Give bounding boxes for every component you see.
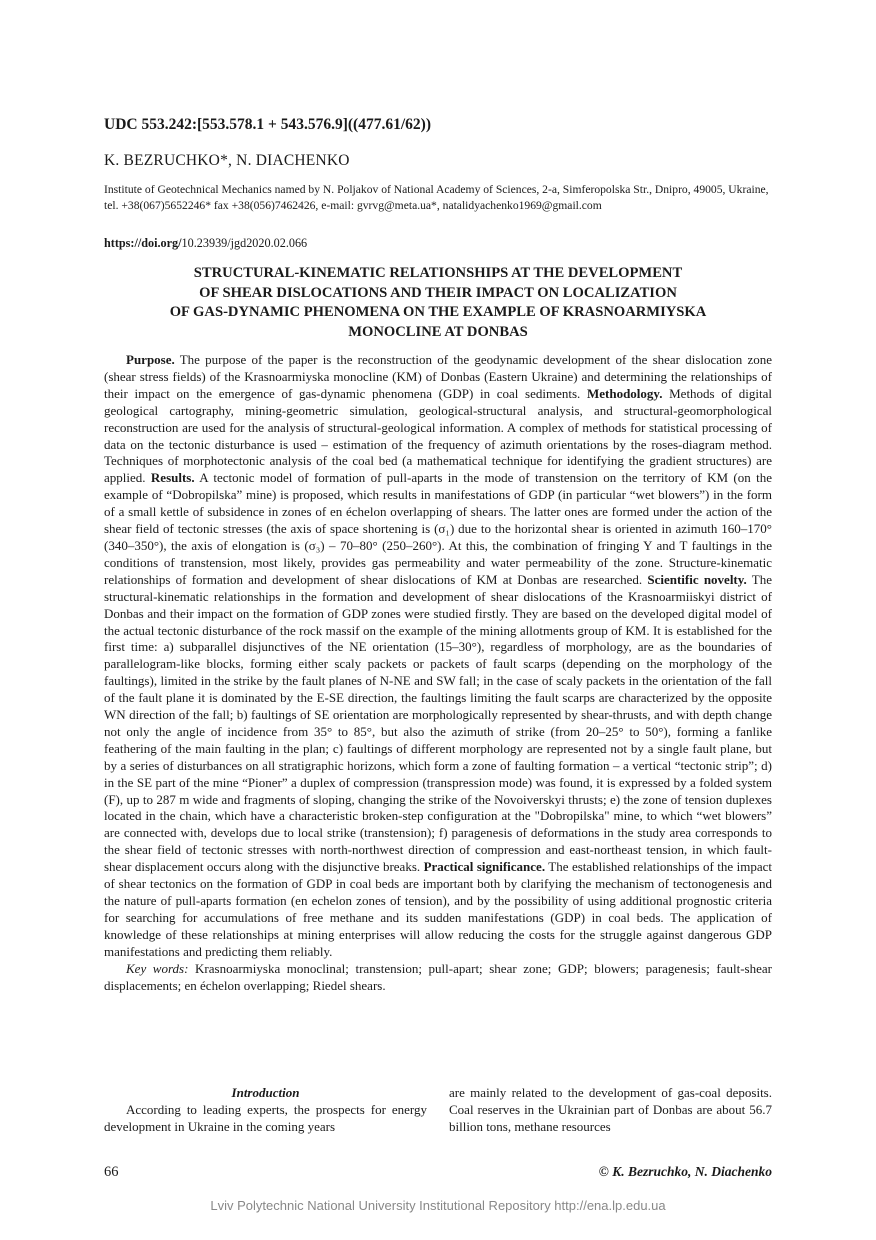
practical-label: Practical significance.	[423, 859, 546, 875]
authors: K. BEZRUCHKO*, N. DIACHENKO	[104, 152, 350, 169]
keywords-label: Key words:	[126, 960, 189, 976]
results-label: Results.	[150, 470, 195, 486]
abstract	[104, 352, 772, 994]
abstract-paragraph	[104, 352, 772, 961]
keywords	[104, 961, 772, 995]
column-right	[449, 1084, 772, 1135]
purpose-text: The purpose of the paper is the reconstruction of the geodynamic development of the shear dislocation zone (shear stress fields) of the Krasnoarmiyska monocline (KM) of Donbas (Eastern Ukraine) and determining the relationships of their impact on the emergence of gas-dynamic phenomena (GDP) in coal sediments.	[104, 352, 772, 401]
methodology-label: Methodology.	[586, 385, 663, 401]
column-left	[104, 1084, 427, 1135]
title-line-4: MONOCLINE AT DONBAS	[348, 323, 528, 340]
methodology-text: Methods of digital geological cartography, mining-geometric simulation, geological-structural analysis, and structural-geomorphological reconstruction are used for the analysis of structural-geological information. A complex of methods for statistical processing of data on the tectonic disturbance is used – estimation of the frequency of azimuth orientations by the roses-diagram method. Techniques of morphotectonic analysis of the coal bed (a mathematical technique for identifying the gradient structures) are applied.	[104, 385, 772, 486]
affiliation: Institute of Geotechnical Mechanics named by N. Poljakov of National Academy of Sciences, 2-a, Simferopolska Str., Dnipro, 49005, Ukraine, tel. +38(067)5652246* fax +38(056)7462426, e-mail: gvrvg@meta.ua*, natalidyachenko1969@gmail.com	[104, 183, 769, 212]
title-line-2: OF SHEAR DISLOCATIONS AND THEIR IMPACT ON LOCALIZATION	[199, 284, 677, 301]
repository-watermark[interactable]: Lviv Polytechnic National University Institutional Repository http://ena.lp.edu.ua	[210, 1198, 666, 1213]
title-line-1: STRUCTURAL-KINEMATIC RELATIONSHIPS AT THE DEVELOPMENT	[193, 265, 683, 281]
copyright: © K. Bezruchko, N. Diachenko	[598, 1164, 772, 1179]
results-text: A tectonic model of formation of pull-aparts in the mode of transtension on the territory of KM (on the example of “Dobropilska” mine) is proposed, which results in manifestations of GDP (in particular “wet blowers”) in the form of a small kettle of subsidence in zones of en échelon overlapping of shears. The latter ones are formed under the action of the shear field of tectonic stresses (the axis of space shortening is (σ₁) due to the horizontal shear is oriented in azimuth 160–170° (340–350°), the axis of elongation is (σ₃) – 70–80° (250–260°). At this, the combination of fringing Y and T faultings in the conditions of transtension, most likely, provides gas permeability and water permeability of the zone. Structure-kinematic relationships of formation and development of shear dislocations of KM at Donbas are researched.	[104, 470, 772, 587]
practical-text: The established relationships of the impact of shear tectonics on the formation of GDP in coal beds are important both by clarifying the mechanism of tectonogenesis and the nature of pull-aparts formation (en echelon zones of tension), and by the possibility of using additional prognostic criteria for searching for accumulations of free methane and its sudden manifestations (GDP) in coal beds. The application of knowledge of these relationships at mining enterprises will allow reducing the costs for the struggle against dangerous GDP manifestations and predicting them reliably.	[104, 859, 772, 959]
purpose-label: Purpose.	[126, 352, 175, 367]
doi-suffix: 10.23939/jgd2020.02.066	[181, 236, 308, 250]
title-line-3: OF GAS-DYNAMIC PHENOMENA ON THE EXAMPLE OF KRASNOARMIYSKA	[169, 304, 707, 320]
novelty-text: The structural-kinematic relationships in the formation and development of shear dislocations of the Krasnoarmiiskyi district of Donbas and their impact on the formation of GDP zones were studied firstly. They are based on the developed digital model of the actual tectonic disturbance of the rock massif on the example of the mining allotments group of KM. It is established for the first time: a) subparallel disjunctives of the NE orientation (15–30°), regardless of morphology, are as the boundaries of parallelogram-like blocks, forming either scaly packets or packets of fault scarps (depending on the morphology of the faultings), limited in the strike by the fault planes of N-NE and SW fall; in the case of scaly packets in the orientation of the fall of the fault plane it is dominated by the E-SE direction, the faultings limiting the fault scarps are characterized by the opposite WN direction of the fall; b) faultings of SE orientation are morphologically represented by shear-thrusts, and with depth change not only the angle of incidence from 35° to 85°, but also the azimuth of strike (from 20–25° to 50°), forming a fanlike feathering of the main faulting in the plan; c) faultings of different morphology are represented not by a single fault plane, but by a series of disturbances on all stratigraphic horizons, which form a zone of faulting formation – a vertical “tectonic strip”; d) in the SE part of the mine “Pioner” a duplex of compression (transpression mode) was found, it is expressed by a folded system (F), up to 287 m wide and fragments of sloping, changing the strike of the Novoiverskyi thrusts; e) the zone of tension duplexes located in the chain, which have a characteristic broken-step configuration at the "Dobropilska" mine, to which “wet blowers” are connected with, develops due to local strike (transtension); f) paragenesis of deformations in the study area corresponds to the shear field of tectonic stresses with north-northwest direction of compression and east-northeast tension, in which fault-shear displacement occurs along with the disjunctive breaks.	[104, 571, 772, 875]
page-number: 66	[104, 1164, 119, 1180]
doi-link[interactable]	[104, 236, 307, 251]
introduction-right-text: are mainly related to the development of gas-coal deposits. Coal reserves in the Ukrainian part of Donbas are about 56.7 billion tons, methane resources	[449, 1085, 772, 1134]
novelty-label: Scientific novelty.	[647, 571, 747, 587]
doi-prefix: https://doi.org/	[104, 236, 182, 250]
keywords-text: Krasnoarmiyska monoclinal; transtension; pull-apart; shear zone; GDP; blowers; paragenesis; fault-shear displacements; en échelon overlapping; Riedel shears.	[104, 960, 772, 993]
paper-title	[104, 264, 772, 342]
introduction-left-text: According to leading experts, the prospects for energy development in Ukraine in the coming years	[104, 1102, 427, 1134]
udc-code: UDC 553.242:[553.578.1 + 543.576.9]((477.61/62))	[104, 116, 431, 133]
introduction-heading: Introduction	[231, 1085, 300, 1100]
